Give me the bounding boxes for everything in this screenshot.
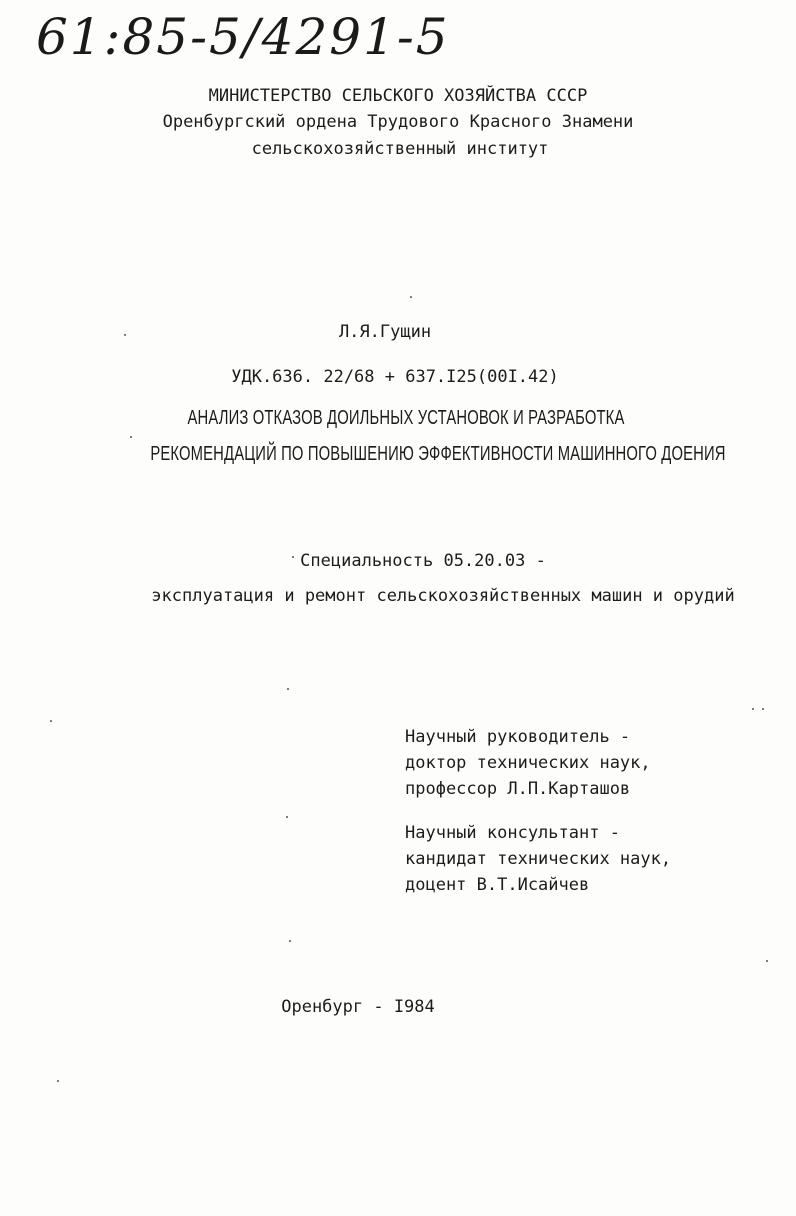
scan-speck bbox=[752, 708, 754, 710]
title-line-1: АНАЛИЗ ОТКАЗОВ ДОИЛЬНЫХ УСТАНОВОК И РАЗРАБОТКА bbox=[187, 407, 625, 429]
consultant-role: Научный консультант - bbox=[405, 823, 620, 843]
specialty-line-2: эксплуатация и ремонт сельскохозяйственных машин и орудий bbox=[151, 586, 735, 606]
supervisor-degree: доктор технических наук, bbox=[405, 753, 651, 773]
scan-speck bbox=[286, 816, 288, 818]
udc-code: УДК.636. 22/68 + 637.I25(00I.42) bbox=[231, 367, 559, 387]
specialty-line-1: Специальность 05.20.03 - bbox=[300, 551, 546, 571]
scan-speck bbox=[289, 940, 291, 942]
archive-number-text: 61:85-5/4291-5 bbox=[36, 8, 450, 66]
institute-line-1: Оренбургский ордена Трудового Красного Знамени bbox=[162, 112, 634, 132]
ministry-heading: МИНИСТЕРСТВО СЕЛЬСКОГО ХОЗЯЙСТВА СССР bbox=[208, 86, 588, 106]
handwritten-archive-number bbox=[30, 0, 470, 70]
supervisor-role: Научный руководитель - bbox=[405, 727, 631, 747]
consultant-name: доцент В.Т.Исайчев bbox=[405, 875, 590, 895]
consultant-degree: кандидат технических наук, bbox=[405, 849, 672, 869]
scan-speck bbox=[410, 296, 412, 298]
scan-speck bbox=[50, 720, 52, 722]
institute-line-2: сельскохозяйственный институт bbox=[251, 139, 549, 159]
author-name: Л.Я.Гущин bbox=[338, 322, 432, 342]
title-line-2: РЕКОМЕНДАЦИЙ ПО ПОВЫШЕНИЮ ЭФФЕКТИВНОСТИ МАШИННОГО ДОЕНИЯ bbox=[150, 443, 726, 465]
supervisor-block bbox=[405, 724, 651, 802]
scan-speck bbox=[287, 688, 289, 690]
scan-speck bbox=[766, 960, 768, 962]
scan-speck bbox=[130, 436, 132, 438]
supervisor-name: профессор Л.П.Карташов bbox=[405, 779, 631, 799]
city-year: Оренбург - I984 bbox=[281, 997, 435, 1017]
scan-speck bbox=[762, 708, 764, 710]
scan-speck bbox=[292, 556, 294, 558]
scan-speck bbox=[124, 334, 126, 336]
scan-speck bbox=[57, 1080, 59, 1082]
consultant-block bbox=[405, 820, 671, 898]
